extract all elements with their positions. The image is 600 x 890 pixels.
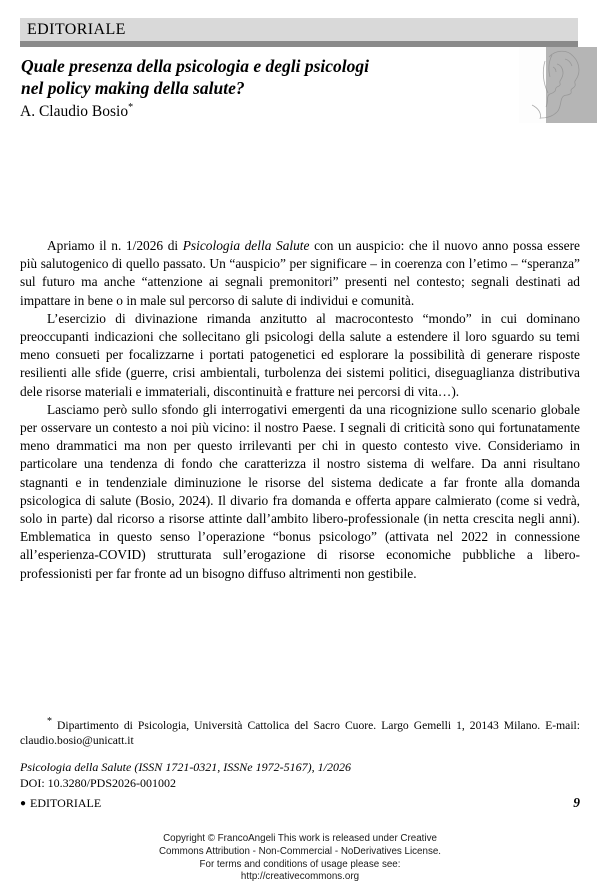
- author-name: A. Claudio Bosio: [20, 103, 129, 120]
- imprint-footer-row: [20, 795, 580, 813]
- article-title-line-1: Quale presenza della psicologia e degli psicologi: [21, 56, 370, 76]
- license-footer: [0, 833, 600, 884]
- author-affiliation-footnote: [20, 716, 580, 748]
- author-email-link[interactable]: claudio.bosio@unicatt.it: [20, 733, 134, 747]
- bullet-icon: ●: [20, 798, 27, 809]
- footnote-mark: *: [47, 716, 52, 728]
- paragraph-2: L’esercizio di divinazione rimanda anzitutto al macrocontesto “mondo” in cui dominano preoccupanti indicazioni che sollecitano gli psicologi della salute a estendere il loro sguardo su temi meno consueti per focalizzarne i portati patogenetici ed esplorare la possibilità di generare risposte resilienti alle sfide (guerre, crisi ambientali, turbolenza dei sistemi politici, diseguaglianza distributiva dele risorse materiali e immateriali, discontinuità e fratture nei percorsi di vita…).: [20, 310, 580, 399]
- section-footer-label: ● EDITORIALE: [20, 796, 102, 810]
- doi-line: DOI: 10.3280/PDS2026-001002: [20, 775, 177, 790]
- license-line-3: For terms and conditions of usage please see:: [199, 858, 401, 870]
- banner-rule: [20, 41, 578, 47]
- article-title-line-2: nel policy making della salute?: [21, 77, 245, 98]
- paragraph-1: Apriamo il n. 1/2026 di Psicologia della Salute con un auspicio: che il nuovo anno possa essere più salutogenico di quello passato. Un “auspicio” per significare – in coerenza con l’etimo – “speranza” sul futuro ma anche “attenzione ai segnali premonitori” presenti nel contesto; segnali destinati ad impattare in bene o in male sul percorso di salute di individui e comunità.: [20, 238, 580, 308]
- article-title: [21, 56, 491, 99]
- license-line-1: Copyright © FrancoAngeli This work is released under Creative: [163, 833, 437, 844]
- imprint-block: [20, 760, 580, 813]
- author-footnote-mark: *: [128, 101, 134, 113]
- section-label: EDITORIALE: [20, 18, 578, 41]
- paragraph-3: Lasciamo però sullo sfondo gli interrogativi emergenti da una ricognizione sullo scenario globale per osservare un contesto a noi più vicino: il nostro Paese. I segnali di criticità sono qui fortunatamente meno drammatici ma non per questo irrilevanti per chi in questo contesto vive. Consideriamo in particolare una tendenza di fondo che caratterizza il nostro sistema di welfare. Da anni risultano stagnanti e in tendenziale diminuzione le risorse del sistema dedicate a far fronte alla domanda psicologica di salute (Bosio, 2024). Il divario fra domanda e offerta appare calmierato (come si vedrà, solo in parte) dal ricorso a risorse attinte dall’ambito libero-professionale (in netta crescita negli anni). Emblematica in questo senso l’operazione “bonus psicologo” (attivata nel 2022 in connessione all’esperienza-COVID) strutturata sull’erogazione di risorse economiche pubbliche a libero-professionisti per far fronte ad un bisogno diffuso altrimenti non gestibile.: [20, 401, 580, 581]
- article-body: [20, 237, 580, 583]
- journal-issn-line: Psicologia della Salute (ISSN 1721-0321, ISSNe 1972-5167), 1/2026: [20, 760, 351, 774]
- section-banner: [20, 18, 578, 47]
- two-faces-profile-sketch-icon: [519, 47, 597, 123]
- creativecommons-url-link[interactable]: http://creativecommons.org: [240, 871, 360, 883]
- license-line-2: Commons Attribution - Non-Commercial - NoDerivatives License.: [158, 845, 442, 857]
- footnote-text: Dipartimento di Psicologia, Università Cattolica del Sacro Cuore. Largo Gemelli 1, 20143 Milano. E-mail:: [52, 719, 580, 732]
- page-number: 9: [573, 795, 580, 810]
- author-byline: [20, 103, 133, 121]
